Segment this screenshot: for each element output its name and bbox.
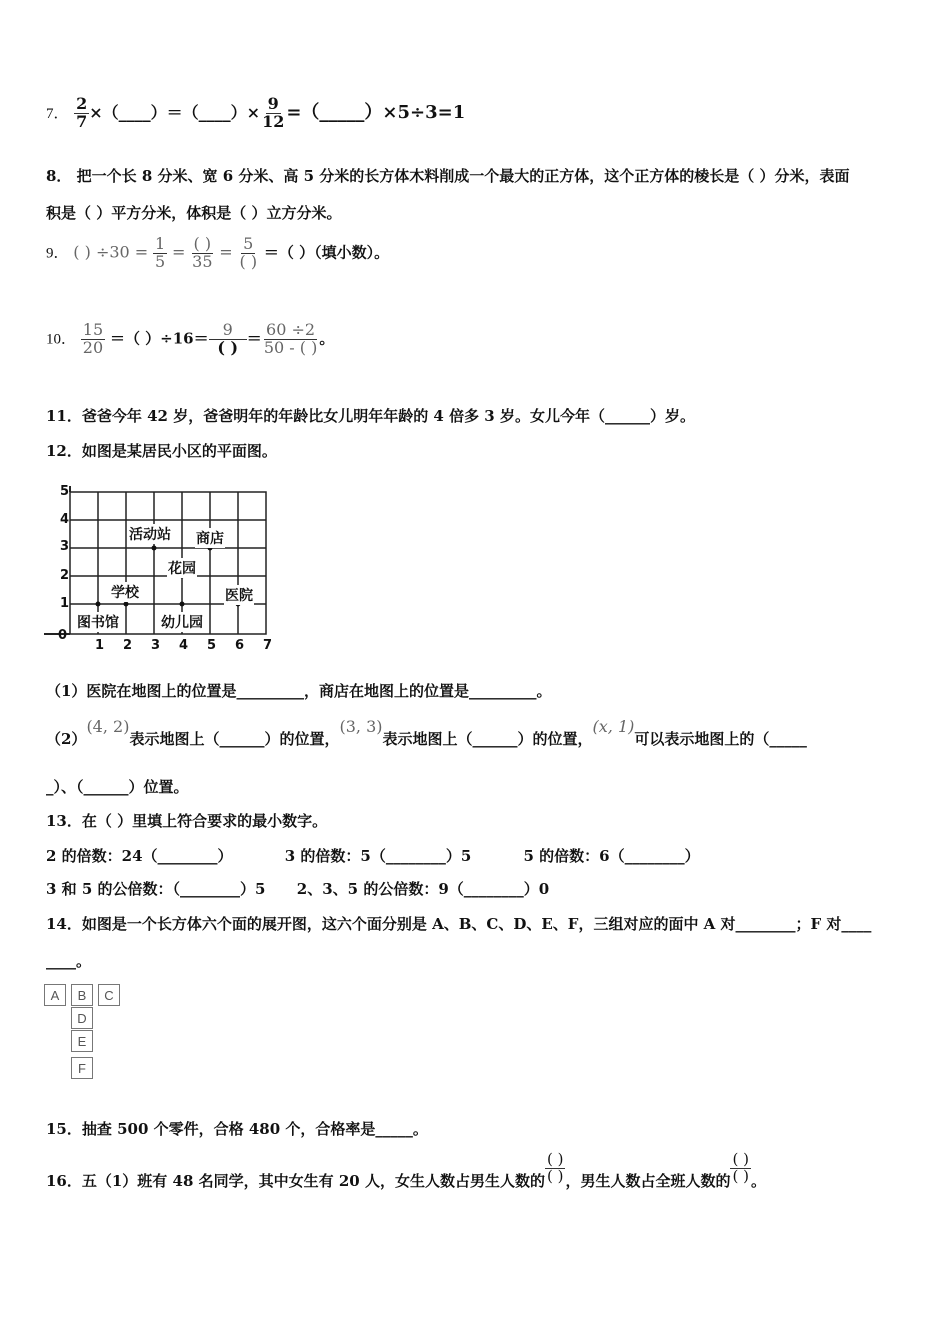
place-shop: 商店 (195, 528, 225, 548)
fraction: $\frac{9}{12}$ (262, 94, 285, 131)
fraction: $\frac{9}{( )}$ (209, 322, 247, 357)
y-tick-label: 0 (58, 628, 68, 643)
question-12-sub2: （2）(4, 2)表示地图上（______）的位置，(3, 3)表示地图上（______）的位置，(x, 1)可以表示地图上的（_____ (46, 717, 807, 748)
question-15: 15．抽查 500 个零件，合格 480 个，合格率是_____。 (46, 1120, 428, 1138)
question-8-line1: 8． 把一个长 8 分米、宽 6 分米、高 5 分米的长方体木料削成一个最大的正方体，这个正方体的棱长是（ ）分米，表面 (46, 167, 850, 185)
net-face-c: C (98, 984, 120, 1006)
question-11: 11．爸爸今年 42 岁，爸爸明年的年龄比女儿明年年龄的 4 倍多 3 岁。女儿今年（______）岁。 (46, 407, 695, 425)
question-14-line1: 14．如图是一个长方体六个面的展开图，这六个面分别是 A、B、C、D、E、F，三组对应的面中 A 对________；F 对____ (46, 915, 872, 933)
question-text: ×（____）＝（____）× (89, 102, 261, 122)
fraction: $\frac{( )}{( )}$ (732, 1150, 749, 1185)
question-text: ＝（ ）÷16＝ (109, 329, 209, 348)
x-tick-label: 5 (207, 638, 217, 653)
fraction: $\frac{60 \div 2}{50 - ( )}$ (263, 320, 318, 357)
question-16 (46, 1150, 766, 1191)
equals-sign: = (219, 242, 233, 262)
coordinate: (x, 1) (592, 717, 635, 736)
question-text: 。 (750, 1172, 766, 1191)
question-number: 9． (46, 245, 69, 262)
cuboid-net (44, 984, 144, 1084)
net-face-f: F (71, 1057, 93, 1079)
fraction: $\frac{2}{7}$ (76, 94, 88, 131)
question-13-row1: 2 的倍数：24（________） 3 的倍数：5（________）5 5 的倍数：6（________） (46, 847, 700, 865)
question-8-line2: 积是（ ）平方分米，体积是（ ）立方分米。 (46, 204, 342, 222)
place-hospital: 医院 (224, 585, 254, 605)
net-face-d: D (71, 1007, 93, 1029)
y-tick-label: 4 (60, 512, 70, 527)
question-12-sub1: （1）医院在地图上的位置是_________，商店在地图上的位置是_________。 (46, 682, 552, 700)
question-text: 。 (319, 329, 335, 348)
place-school: 学校 (110, 582, 140, 602)
question-number: 10． (46, 331, 77, 348)
x-tick-label: 4 (179, 638, 189, 653)
question-text: 16．五（1）班有 48 名同学，其中女生有 20 人，女生人数占男生人数的 (46, 1172, 545, 1191)
question-9 (46, 236, 389, 271)
question-14-line2: ____。 (46, 952, 92, 970)
fraction: $\frac{1}{5}$ (155, 234, 166, 271)
net-face-e: E (71, 1030, 93, 1052)
question-number: 7． (46, 105, 69, 122)
question-text: ＝（ ）（填小数）。 (263, 243, 390, 262)
coordinate: (3, 3) (339, 717, 383, 736)
net-face-b: B (71, 984, 93, 1006)
y-tick-label: 3 (60, 539, 70, 554)
equals-sign: ＝ (246, 329, 262, 348)
question-10 (46, 322, 334, 357)
x-tick-label: 2 (123, 638, 133, 653)
place-activity-center: 活动站 (128, 524, 172, 544)
residential-map (40, 482, 280, 658)
x-tick-label: 3 (151, 638, 161, 653)
question-text: =（_____）×5÷3=1 (286, 101, 466, 123)
place-library: 图书馆 (76, 612, 120, 632)
question-text: ，男生人数占全班人数的 (565, 1172, 731, 1191)
place-kindergarten: 幼儿园 (160, 612, 204, 632)
net-face-a: A (44, 984, 66, 1006)
question-7 (46, 96, 465, 131)
fraction: $\frac{( )}{35}$ (192, 234, 213, 271)
question-12-sub2-cont: _）、（______）位置。 (46, 778, 189, 796)
question-12: 12．如图是某居民小区的平面图。 (46, 442, 277, 460)
coordinate: (4, 2) (86, 717, 130, 736)
question-text: ( ) ÷30 = (73, 242, 149, 262)
x-tick-label: 7 (263, 638, 273, 653)
fraction: $\frac{5}{( )}$ (239, 234, 258, 271)
place-garden: 花园 (167, 558, 197, 578)
fraction: $\frac{( )}{( )}$ (546, 1150, 564, 1185)
question-13: 13．在（ ）里填上符合要求的最小数字。 (46, 812, 328, 830)
x-tick-label: 1 (95, 638, 105, 653)
y-tick-label: 1 (60, 596, 70, 611)
equals-sign: = (171, 242, 186, 262)
question-13-row2: 3 和 5 的公倍数：（________）5 2、3、5 的公倍数：9（________）0 (46, 880, 550, 898)
fraction: $\frac{15}{20}$ (82, 320, 104, 357)
x-tick-label: 6 (235, 638, 245, 653)
y-tick-label: 5 (60, 484, 70, 499)
y-tick-label: 2 (60, 568, 70, 583)
